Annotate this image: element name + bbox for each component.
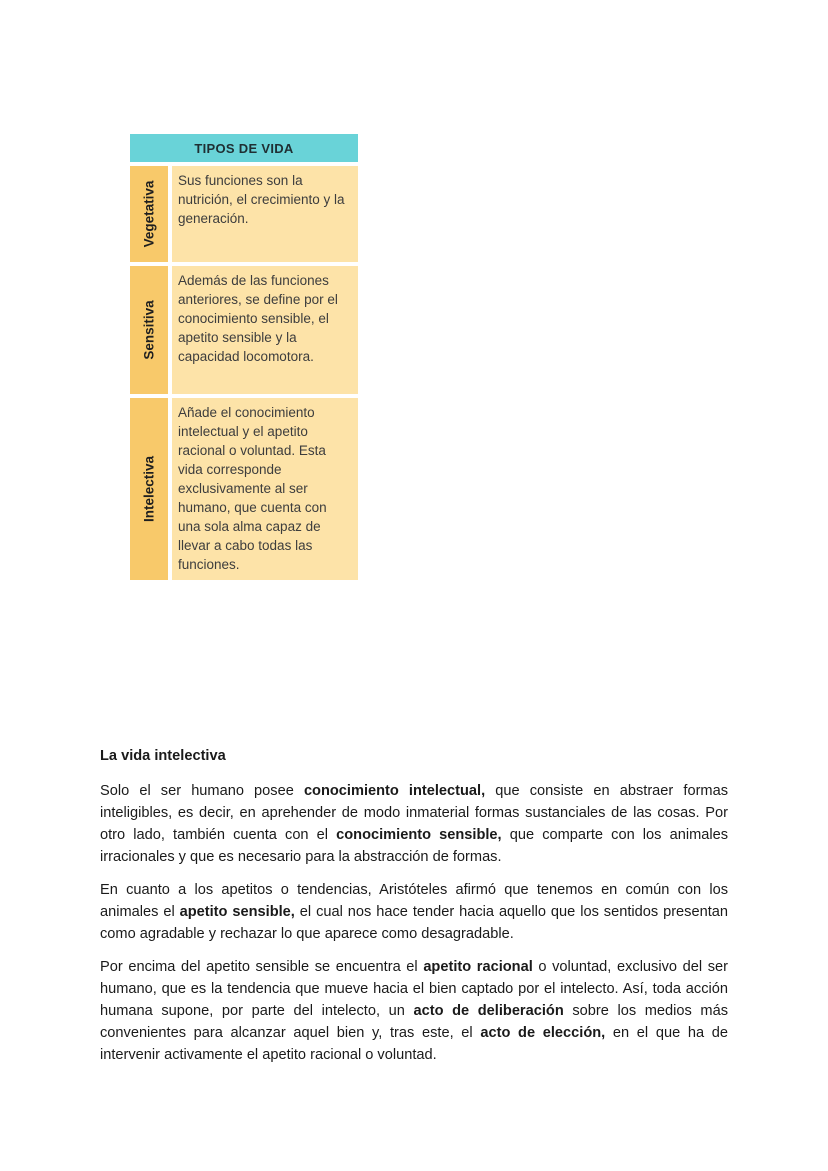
text-span: en el que ha de intervenir activamente el apetito racional o voluntad. <box>100 1025 729 1063</box>
table-row-sensitiva <box>130 266 358 394</box>
bold-term: conocimiento intelectual, <box>303 783 486 799</box>
row-label-cell <box>130 266 168 394</box>
bold-term: acto de elección, <box>480 1025 606 1041</box>
row-description: Sus funciones son la nutrición, el crecimiento y la generación. <box>172 166 358 262</box>
bold-term: apetito racional <box>423 959 533 975</box>
row-label: Sensitiva <box>141 300 157 360</box>
text-span: que consiste en abstraer formas inteligibles, es decir, en aprehender de modo inmaterial formas sustanciales de las cosas. Por otro lado, también cuenta con el <box>100 783 728 843</box>
paragraph-3 <box>100 956 728 1066</box>
bold-term: conocimiento sensible, <box>336 827 502 843</box>
row-label-cell <box>130 166 168 262</box>
text-span: En cuanto a los apetitos o tendencias, Aristóteles afirmó que tenemos en común con los animales el <box>100 882 728 920</box>
types-of-life-table <box>130 134 358 580</box>
row-label-cell <box>130 398 168 580</box>
row-label: Vegetativa <box>141 180 157 248</box>
text-span: sobre los medios más convenientes para alcanzar aquel bien y, tras este, el <box>100 1003 728 1041</box>
paragraph-1 <box>100 780 728 868</box>
table-title: TIPOS DE VIDA <box>130 134 358 162</box>
text-span: o voluntad, exclusivo del ser humano, que es la tendencia que mueve hacia el bien captado por el intelecto. Así, toda acción humana supone, por parte del intelecto, un <box>100 959 729 1019</box>
section-intellective-life <box>100 745 728 1077</box>
row-label: Intelectiva <box>141 455 157 523</box>
text-span: que comparte con los animales irracionales y que es necesario para la abstracción de formas. <box>100 827 728 865</box>
bold-term: apetito sensible, <box>179 904 295 920</box>
text-span: el cual nos hace tender hacia aquello que los sentidos presentan como agradable y rechazar lo que aparece como desagradable. <box>100 904 728 942</box>
bold-term: acto de deliberación <box>413 1003 564 1019</box>
table-row-intelectiva <box>130 398 358 580</box>
text-span: Por encima del apetito sensible se encuentra el <box>100 959 424 975</box>
row-description: Además de las funciones anteriores, se define por el conocimiento sensible, el apetito sensible y la capacidad locomotora. <box>172 266 358 394</box>
section-title: La vida intelectiva <box>100 748 226 764</box>
text-span: Solo el ser humano posee <box>100 783 304 799</box>
row-description: Añade el conocimiento intelectual y el apetito racional o voluntad. Esta vida corresponde exclusivamente al ser humano, que cuenta con una sola alma capaz de llevar a cabo todas las funciones. <box>172 398 358 580</box>
paragraph-2 <box>100 879 728 945</box>
table-row-vegetativa <box>130 166 358 262</box>
